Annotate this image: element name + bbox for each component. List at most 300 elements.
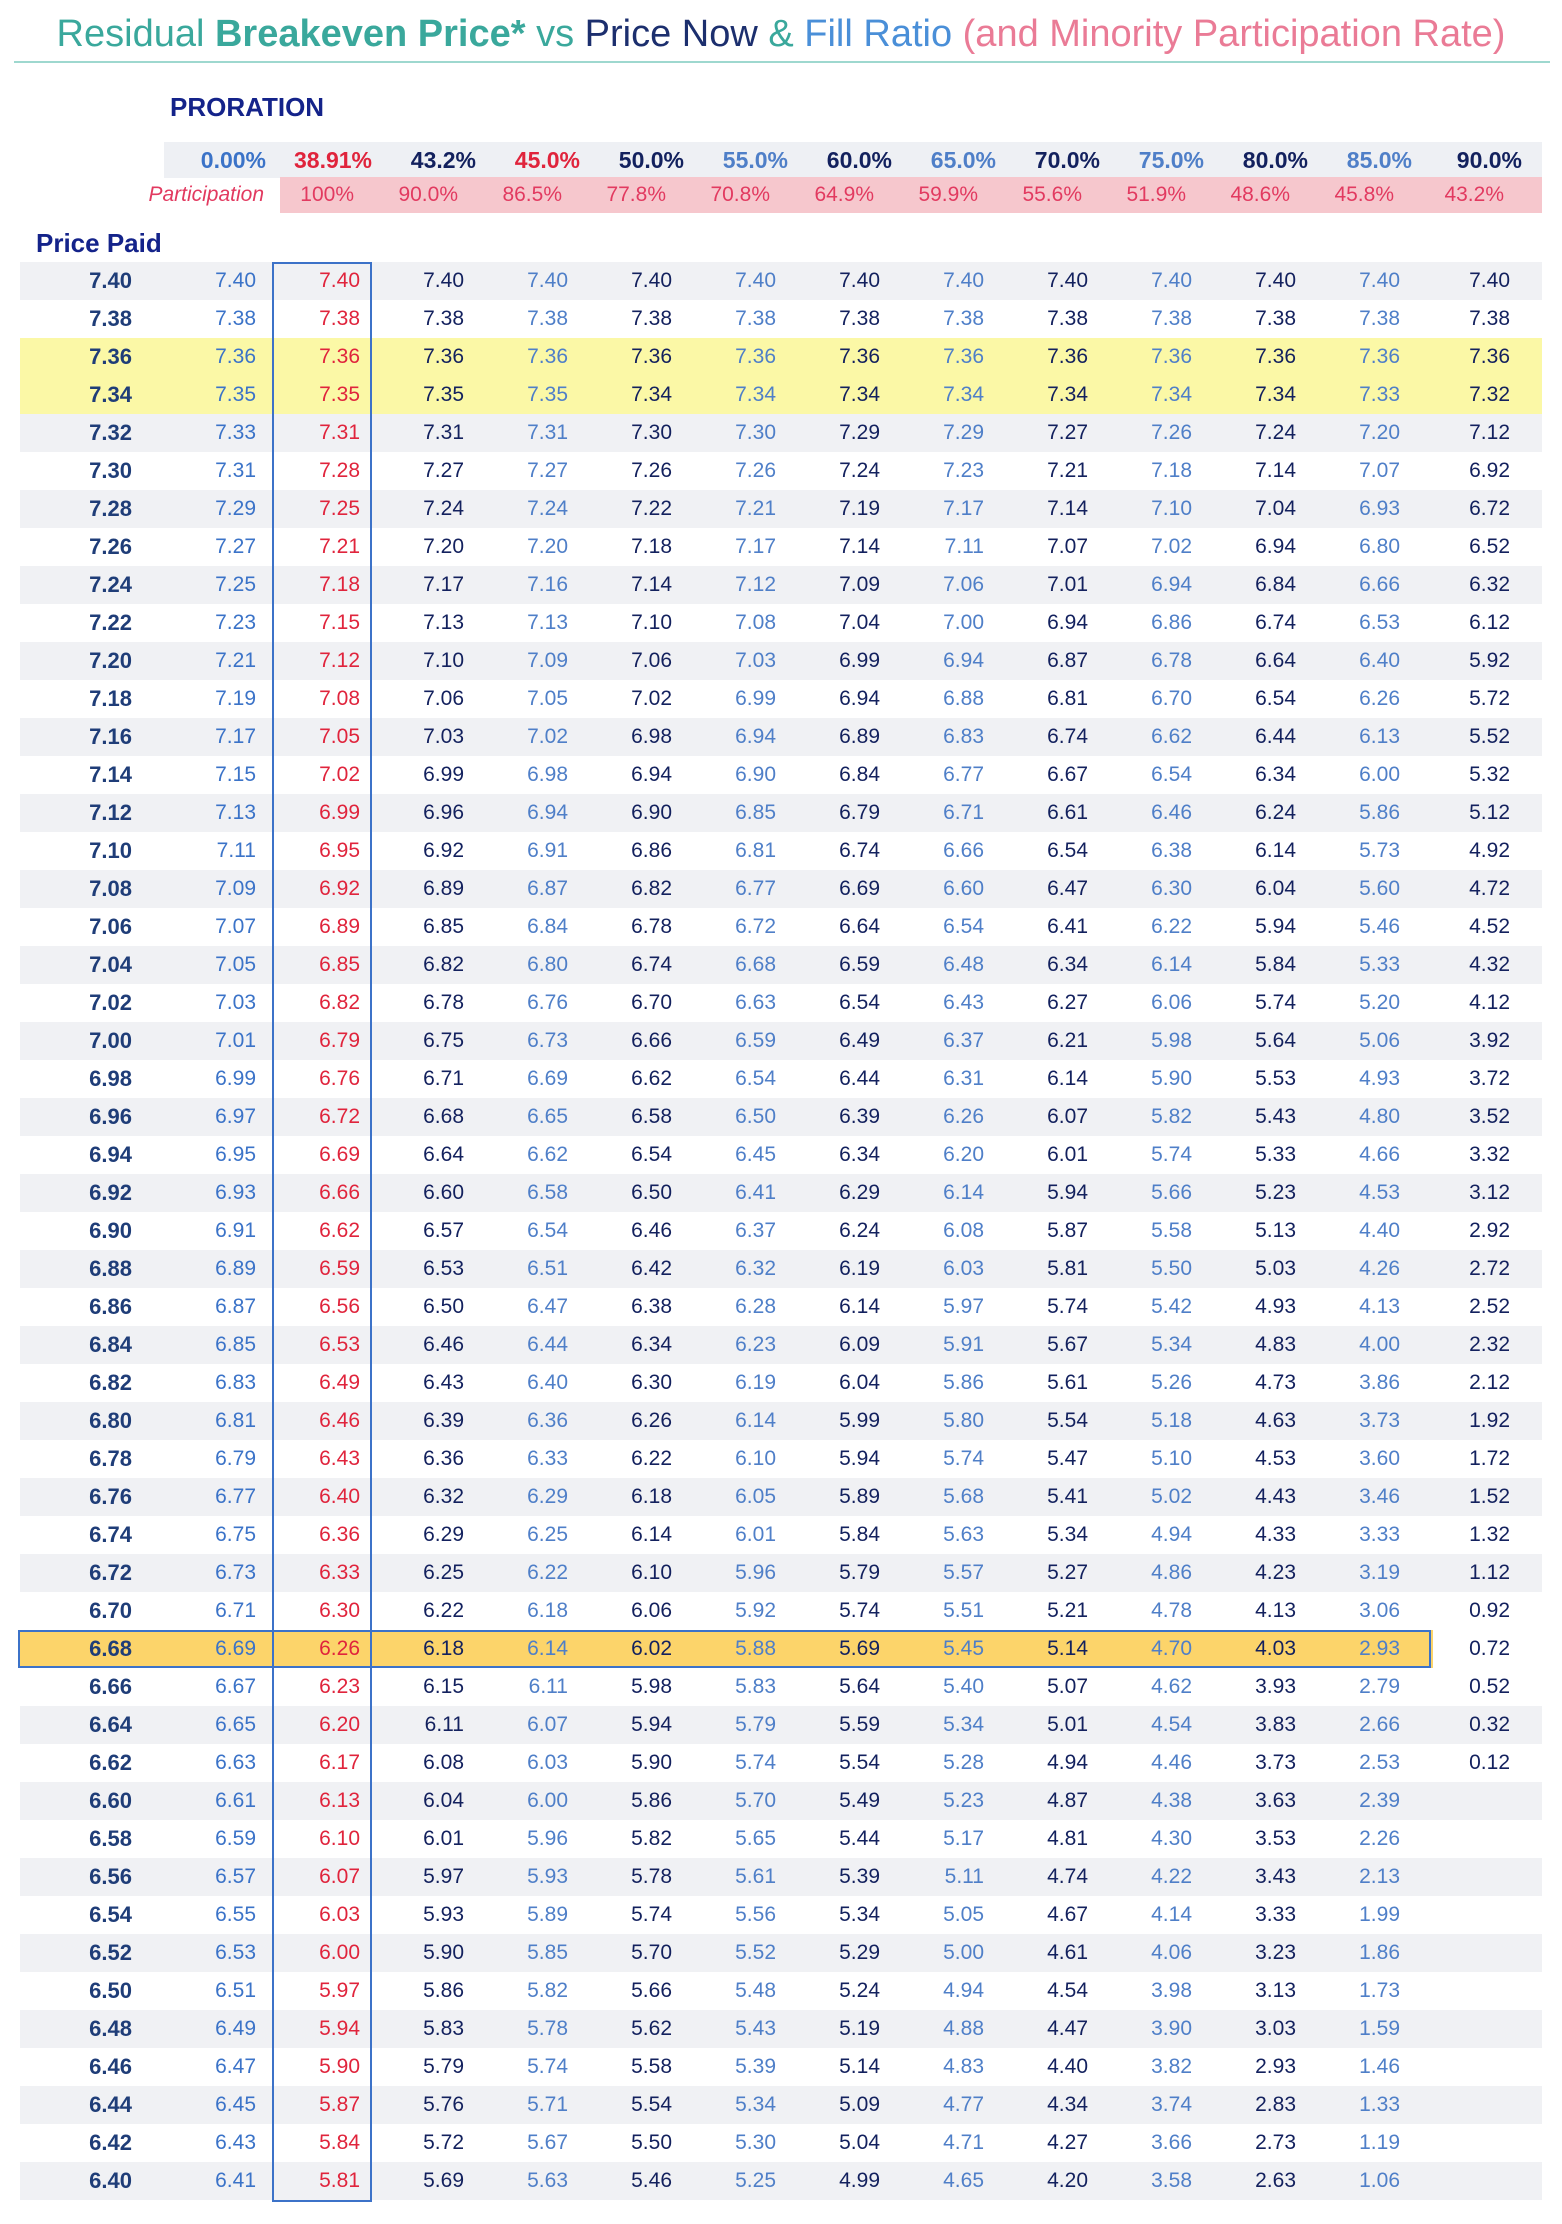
value-cell: 5.84 [839, 1523, 880, 1546]
value-cell: 4.40 [1047, 2055, 1088, 2078]
value-cell: 3.13 [1255, 1979, 1296, 2002]
value-cell: 6.64 [423, 1143, 464, 1166]
value-cell: 5.86 [423, 1979, 464, 2002]
value-cell: 0.92 [1469, 1599, 1510, 1622]
value-cell: 5.23 [1255, 1181, 1296, 1204]
value-cell: 6.59 [215, 1827, 256, 1850]
value-cell: 5.88 [735, 1637, 776, 1660]
value-cell: 2.52 [1469, 1295, 1510, 1318]
value-cell: 3.43 [1255, 1865, 1296, 1888]
value-cell: 6.84 [1255, 573, 1296, 596]
value-cell: 6.54 [1047, 839, 1088, 862]
value-cell: 5.74 [527, 2055, 568, 2078]
value-cell: 4.52 [1469, 915, 1510, 938]
participation-cell: 59.9% [918, 183, 978, 206]
value-cell: 4.74 [1047, 1865, 1088, 1888]
value-cell: 7.31 [319, 421, 360, 444]
value-cell: 7.27 [1047, 421, 1088, 444]
value-cell: 6.04 [839, 1371, 880, 1394]
value-cell: 5.34 [1151, 1333, 1192, 1356]
value-cell: 6.81 [735, 839, 776, 862]
value-cell: 7.04 [839, 611, 880, 634]
value-cell: 5.26 [1151, 1371, 1192, 1394]
value-cell: 6.90 [631, 801, 672, 824]
value-cell: 5.54 [631, 2093, 672, 2116]
value-cell: 6.78 [423, 991, 464, 1014]
value-cell: 2.32 [1469, 1333, 1510, 1356]
value-cell: 5.13 [1255, 1219, 1296, 1242]
value-cell: 7.36 [319, 345, 360, 368]
value-cell: 6.56 [319, 1295, 360, 1318]
value-cell: 5.01 [1047, 1713, 1088, 1736]
value-cell: 6.80 [1359, 535, 1400, 558]
value-cell: 5.60 [1359, 877, 1400, 900]
value-cell: 5.54 [1047, 1409, 1088, 1432]
price-paid-cell: 6.56 [89, 1864, 132, 1889]
value-cell: 5.67 [527, 2131, 568, 2154]
value-cell: 5.09 [839, 2093, 880, 2116]
value-cell: 4.94 [1151, 1523, 1192, 1546]
value-cell: 1.19 [1359, 2131, 1400, 2154]
value-cell: 7.05 [215, 953, 256, 976]
value-cell: 6.94 [839, 687, 880, 710]
value-cell: 7.36 [1047, 345, 1088, 368]
price-paid-cell: 7.26 [89, 534, 132, 559]
price-paid-cell: 6.42 [89, 2130, 132, 2155]
value-cell: 6.87 [215, 1295, 256, 1318]
value-cell: 6.36 [423, 1447, 464, 1470]
value-cell: 5.33 [1359, 953, 1400, 976]
value-cell: 4.38 [1151, 1789, 1192, 1812]
value-cell: 0.52 [1469, 1675, 1510, 1698]
value-cell: 6.85 [423, 915, 464, 938]
value-cell: 6.51 [527, 1257, 568, 1280]
value-cell: 7.14 [839, 535, 880, 558]
value-cell: 6.94 [943, 649, 984, 672]
value-cell: 7.36 [839, 345, 880, 368]
price-paid-cell: 7.00 [89, 1028, 132, 1053]
value-cell: 4.22 [1151, 1865, 1192, 1888]
value-cell: 3.06 [1359, 1599, 1400, 1622]
value-cell: 7.21 [1047, 459, 1088, 482]
value-cell: 7.17 [943, 497, 984, 520]
value-cell: 6.99 [839, 649, 880, 672]
value-cell: 4.30 [1151, 1827, 1192, 1850]
price-paid-cell: 7.22 [89, 610, 132, 635]
value-cell: 6.88 [943, 687, 984, 710]
value-cell: 5.90 [1151, 1067, 1192, 1090]
participation-cell: 100% [300, 183, 354, 206]
value-cell: 7.23 [943, 459, 984, 482]
price-paid-cell: 6.88 [89, 1256, 132, 1281]
value-cell: 7.17 [423, 573, 464, 596]
value-cell: 6.25 [423, 1561, 464, 1584]
value-cell: 6.47 [527, 1295, 568, 1318]
value-cell: 5.24 [839, 1979, 880, 2002]
value-cell: 7.27 [527, 459, 568, 482]
value-cell: 3.92 [1469, 1029, 1510, 1052]
value-cell: 6.18 [631, 1485, 672, 1508]
value-cell: 6.84 [839, 763, 880, 786]
proration-header-cell: 60.0% [826, 147, 892, 173]
value-cell: 6.02 [631, 1637, 672, 1660]
value-cell: 4.99 [839, 2169, 880, 2192]
value-cell: 5.14 [1047, 1637, 1088, 1660]
value-cell: 4.46 [1151, 1751, 1192, 1774]
value-cell: 7.21 [215, 649, 256, 672]
value-cell: 4.12 [1469, 991, 1510, 1014]
proration-header-cell: 65.0% [930, 147, 996, 173]
value-cell: 5.94 [1047, 1181, 1088, 1204]
value-cell: 5.34 [943, 1713, 984, 1736]
value-cell: 6.66 [1359, 573, 1400, 596]
value-cell: 3.52 [1469, 1105, 1510, 1128]
value-cell: 4.88 [943, 2017, 984, 2040]
value-cell: 5.74 [1151, 1143, 1192, 1166]
proration-header-cell: 43.2% [410, 147, 476, 173]
value-cell: 6.55 [215, 1903, 256, 1926]
value-cell: 5.66 [631, 1979, 672, 2002]
participation-cell: 45.8% [1334, 183, 1394, 206]
value-cell: 2.12 [1469, 1371, 1510, 1394]
value-cell: 6.64 [1255, 649, 1296, 672]
value-cell: 6.69 [215, 1637, 256, 1660]
value-cell: 7.36 [631, 345, 672, 368]
value-cell: 6.73 [215, 1561, 256, 1584]
value-cell: 6.54 [631, 1143, 672, 1166]
value-cell: 6.83 [943, 725, 984, 748]
value-cell: 6.78 [1151, 649, 1192, 672]
value-cell: 6.34 [839, 1143, 880, 1166]
participation-cell: 90.0% [398, 183, 458, 206]
value-cell: 7.29 [943, 421, 984, 444]
value-cell: 6.47 [1047, 877, 1088, 900]
value-cell: 3.19 [1359, 1561, 1400, 1584]
value-cell: 5.98 [1151, 1029, 1192, 1052]
value-cell: 6.83 [215, 1371, 256, 1394]
value-cell: 5.41 [1047, 1485, 1088, 1508]
value-cell: 6.29 [527, 1485, 568, 1508]
value-cell: 5.80 [943, 1409, 984, 1432]
value-cell: 7.12 [1469, 421, 1510, 444]
value-cell: 5.07 [1047, 1675, 1088, 1698]
value-cell: 5.97 [943, 1295, 984, 1318]
value-cell: 7.31 [423, 421, 464, 444]
value-cell: 2.26 [1359, 1827, 1400, 1850]
value-cell: 5.57 [943, 1561, 984, 1584]
value-cell: 7.38 [423, 307, 464, 330]
value-cell: 4.03 [1255, 1637, 1296, 1660]
price-paid-cell: 7.06 [89, 914, 132, 939]
value-cell: 5.74 [631, 1903, 672, 1926]
price-paid-label: Price Paid [36, 228, 162, 258]
value-cell: 7.21 [735, 497, 776, 520]
value-cell: 6.48 [943, 953, 984, 976]
value-cell: 5.03 [1255, 1257, 1296, 1280]
value-cell: 6.34 [1047, 953, 1088, 976]
value-cell: 5.93 [423, 1903, 464, 1926]
value-cell: 6.22 [631, 1447, 672, 1470]
value-cell: 6.34 [1255, 763, 1296, 786]
value-cell: 6.65 [215, 1713, 256, 1736]
value-cell: 7.36 [943, 345, 984, 368]
value-cell: 6.53 [1359, 611, 1400, 634]
value-cell: 6.93 [215, 1181, 256, 1204]
price-paid-cell: 7.28 [89, 496, 132, 521]
value-cell: 6.75 [423, 1029, 464, 1052]
value-cell: 7.02 [527, 725, 568, 748]
value-cell: 6.13 [319, 1789, 360, 1812]
value-cell: 5.45 [943, 1637, 984, 1660]
value-cell: 4.20 [1047, 2169, 1088, 2192]
value-cell: 3.33 [1359, 1523, 1400, 1546]
value-cell: 7.07 [1359, 459, 1400, 482]
value-cell: 6.14 [631, 1523, 672, 1546]
value-cell: 7.38 [735, 307, 776, 330]
price-paid-cell: 7.08 [89, 876, 132, 901]
value-cell: 6.68 [735, 953, 776, 976]
value-cell: 5.12 [1469, 801, 1510, 824]
value-cell: 5.14 [839, 2055, 880, 2078]
value-cell: 6.20 [319, 1713, 360, 1736]
value-cell: 7.34 [943, 383, 984, 406]
value-cell: 6.03 [943, 1257, 984, 1280]
value-cell: 7.30 [735, 421, 776, 444]
price-paid-cell: 6.68 [89, 1636, 132, 1661]
value-cell: 7.38 [631, 307, 672, 330]
value-cell: 5.70 [631, 1941, 672, 1964]
value-cell: 6.36 [319, 1523, 360, 1546]
value-cell: 6.66 [319, 1181, 360, 1204]
value-cell: 6.23 [735, 1333, 776, 1356]
value-cell: 7.40 [735, 269, 776, 292]
value-cell: 5.87 [1047, 1219, 1088, 1242]
value-cell: 1.73 [1359, 1979, 1400, 2002]
value-cell: 4.53 [1255, 1447, 1296, 1470]
value-cell: 5.94 [1255, 915, 1296, 938]
value-cell: 5.27 [1047, 1561, 1088, 1584]
value-cell: 4.53 [1359, 1181, 1400, 1204]
value-cell: 5.46 [1359, 915, 1400, 938]
value-cell: 3.90 [1151, 2017, 1192, 2040]
value-cell: 5.40 [943, 1675, 984, 1698]
value-cell: 6.74 [631, 953, 672, 976]
price-paid-cell: 6.74 [89, 1522, 132, 1547]
value-cell: 6.05 [735, 1485, 776, 1508]
value-cell: 6.29 [839, 1181, 880, 1204]
value-cell: 7.08 [319, 687, 360, 710]
value-cell: 7.05 [319, 725, 360, 748]
value-cell: 6.32 [423, 1485, 464, 1508]
value-cell: 6.36 [527, 1409, 568, 1432]
value-cell: 1.12 [1469, 1561, 1510, 1584]
price-paid-cell: 6.40 [89, 2168, 132, 2193]
value-cell: 4.77 [943, 2093, 984, 2116]
participation-cell: 43.2% [1444, 183, 1504, 206]
value-cell: 7.18 [1151, 459, 1192, 482]
value-cell: 6.61 [1047, 801, 1088, 824]
value-cell: 7.35 [527, 383, 568, 406]
value-cell: 6.99 [215, 1067, 256, 1090]
value-cell: 7.34 [1255, 383, 1296, 406]
value-cell: 3.73 [1359, 1409, 1400, 1432]
value-cell: 5.87 [319, 2093, 360, 2116]
value-cell: 7.09 [839, 573, 880, 596]
value-cell: 7.20 [423, 535, 464, 558]
value-cell: 5.81 [1047, 1257, 1088, 1280]
value-cell: 7.34 [839, 383, 880, 406]
value-cell: 7.29 [839, 421, 880, 444]
value-cell: 1.46 [1359, 2055, 1400, 2078]
value-cell: 6.59 [319, 1257, 360, 1280]
value-cell: 2.66 [1359, 1713, 1400, 1736]
value-cell: 6.15 [423, 1675, 464, 1698]
value-cell: 6.54 [943, 915, 984, 938]
value-cell: 5.69 [423, 2169, 464, 2192]
value-cell: 4.27 [1047, 2131, 1088, 2154]
value-cell: 7.36 [735, 345, 776, 368]
value-cell: 7.10 [1151, 497, 1192, 520]
value-cell: 7.38 [527, 307, 568, 330]
value-cell: 6.89 [423, 877, 464, 900]
value-cell: 6.79 [215, 1447, 256, 1470]
value-cell: 6.71 [215, 1599, 256, 1622]
value-cell: 7.38 [319, 307, 360, 330]
value-cell: 7.31 [527, 421, 568, 444]
title-underline [14, 61, 1550, 63]
value-cell: 7.40 [527, 269, 568, 292]
price-paid-cell: 7.12 [89, 800, 132, 825]
value-cell: 5.98 [631, 1675, 672, 1698]
participation-cell: 86.5% [502, 183, 562, 206]
value-cell: 4.33 [1255, 1523, 1296, 1546]
value-cell: 6.95 [215, 1143, 256, 1166]
value-cell: 7.12 [735, 573, 776, 596]
value-cell: 5.89 [839, 1485, 880, 1508]
value-cell: 4.67 [1047, 1903, 1088, 1926]
value-cell: 7.06 [423, 687, 464, 710]
value-cell: 6.26 [943, 1105, 984, 1128]
value-cell: 6.10 [735, 1447, 776, 1470]
value-cell: 6.10 [319, 1827, 360, 1850]
value-cell: 7.36 [527, 345, 568, 368]
value-cell: 5.90 [423, 1941, 464, 1964]
value-cell: 7.22 [631, 497, 672, 520]
value-cell: 5.11 [944, 1865, 984, 1888]
value-cell: 7.24 [1255, 421, 1296, 444]
value-cell: 6.14 [1255, 839, 1296, 862]
value-cell: 7.06 [943, 573, 984, 596]
value-cell: 6.31 [943, 1067, 984, 1090]
value-cell: 4.14 [1151, 1903, 1192, 1926]
value-cell: 1.99 [1359, 1903, 1400, 1926]
value-cell: 6.10 [631, 1561, 672, 1584]
proration-header-cell: 75.0% [1138, 147, 1204, 173]
value-cell: 5.86 [631, 1789, 672, 1812]
value-cell: 1.32 [1469, 1523, 1510, 1546]
value-cell: 7.14 [1047, 497, 1088, 520]
value-cell: 7.28 [319, 459, 360, 482]
value-cell: 7.32 [1469, 383, 1510, 406]
value-cell: 4.94 [1047, 1751, 1088, 1774]
value-cell: 7.38 [1359, 307, 1400, 330]
value-cell: 7.03 [423, 725, 464, 748]
value-cell: 5.50 [1151, 1257, 1192, 1280]
value-cell: 6.30 [319, 1599, 360, 1622]
value-cell: 6.69 [839, 877, 880, 900]
value-cell: 7.04 [1255, 497, 1296, 520]
value-cell: 7.36 [1469, 345, 1510, 368]
value-cell: 6.47 [215, 2055, 256, 2078]
value-cell: 7.40 [631, 269, 672, 292]
value-cell: 7.36 [1255, 345, 1296, 368]
value-cell: 5.47 [1047, 1447, 1088, 1470]
value-cell: 6.77 [943, 763, 984, 786]
value-cell: 4.32 [1469, 953, 1510, 976]
value-cell: 5.34 [1047, 1523, 1088, 1546]
value-cell: 4.23 [1255, 1561, 1296, 1584]
value-cell: 7.36 [423, 345, 464, 368]
value-cell: 7.40 [1359, 269, 1400, 292]
value-cell: 7.27 [423, 459, 464, 482]
value-cell: 5.82 [631, 1827, 672, 1850]
price-paid-cell: 6.70 [89, 1598, 132, 1623]
value-cell: 1.52 [1469, 1485, 1510, 1508]
value-cell: 6.44 [1255, 725, 1296, 748]
value-cell: 6.22 [1151, 915, 1192, 938]
value-cell: 6.73 [527, 1029, 568, 1052]
proration-label: PRORATION [170, 92, 325, 122]
value-cell: 6.99 [423, 763, 464, 786]
price-paid-cell: 6.90 [89, 1218, 132, 1243]
value-cell: 6.58 [527, 1181, 568, 1204]
value-cell: 7.05 [527, 687, 568, 710]
value-cell: 6.67 [215, 1675, 256, 1698]
value-cell: 7.34 [735, 383, 776, 406]
value-cell: 5.79 [423, 2055, 464, 2078]
value-cell: 6.45 [215, 2093, 256, 2116]
title-part-vs: vs [525, 13, 585, 55]
value-cell: 6.23 [319, 1675, 360, 1698]
value-cell: 1.06 [1359, 2169, 1400, 2192]
proration-header-cell: 50.0% [618, 147, 684, 173]
value-cell: 6.54 [1151, 763, 1192, 786]
value-cell: 7.13 [423, 611, 464, 634]
value-cell: 5.91 [943, 1333, 984, 1356]
price-paid-cell: 6.96 [89, 1104, 132, 1129]
value-cell: 4.34 [1047, 2093, 1088, 2116]
value-cell: 6.74 [1255, 611, 1296, 634]
value-cell: 5.96 [527, 1827, 568, 1850]
value-cell: 6.41 [735, 1181, 776, 1204]
value-cell: 7.17 [735, 535, 776, 558]
value-cell: 6.14 [735, 1409, 776, 1432]
value-cell: 7.24 [839, 459, 880, 482]
value-cell: 6.08 [943, 1219, 984, 1242]
value-cell: 6.98 [631, 725, 672, 748]
value-cell: 4.66 [1359, 1143, 1400, 1166]
price-paid-cell: 7.16 [89, 724, 132, 749]
value-cell: 6.14 [1047, 1067, 1088, 1090]
value-cell: 6.26 [319, 1637, 360, 1660]
value-cell: 6.19 [735, 1371, 776, 1394]
value-cell: 5.83 [735, 1675, 776, 1698]
value-cell: 5.90 [319, 2055, 360, 2078]
value-cell: 5.74 [1255, 991, 1296, 1014]
value-cell: 4.00 [1359, 1333, 1400, 1356]
value-cell: 5.97 [423, 1865, 464, 1888]
value-cell: 7.09 [527, 649, 568, 672]
